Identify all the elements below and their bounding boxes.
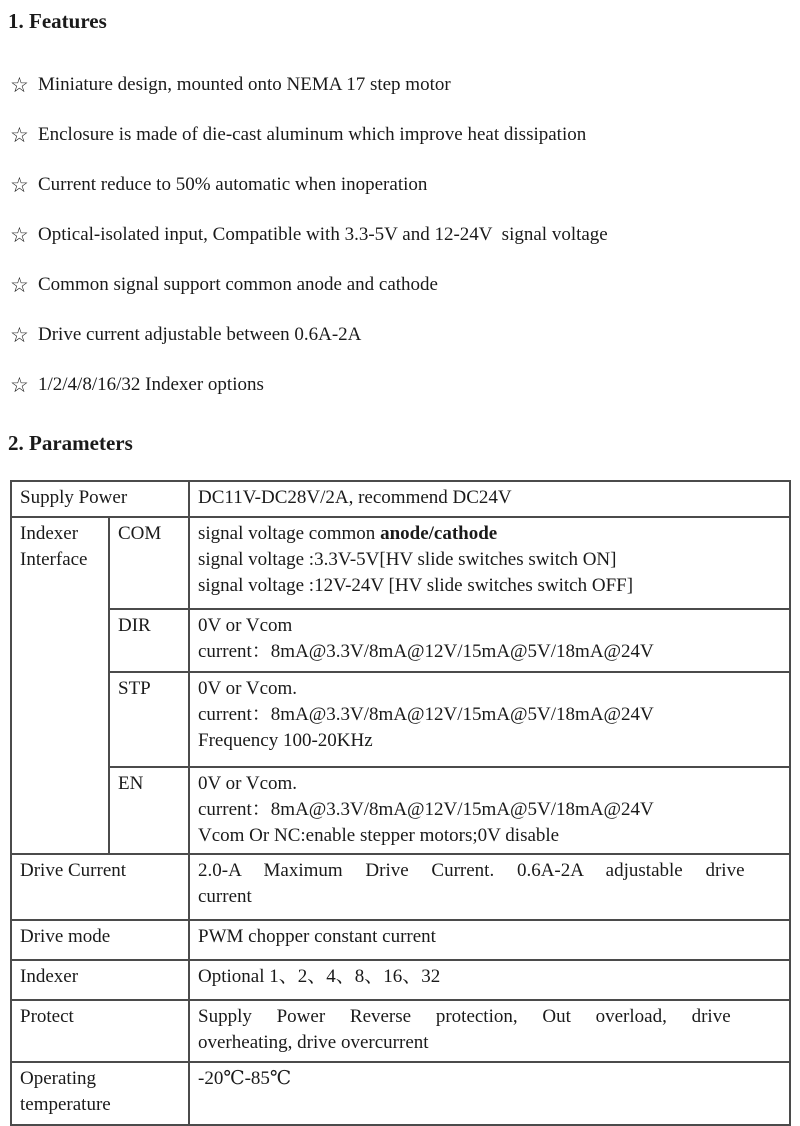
param-row-com bbox=[11, 517, 790, 609]
feature-item bbox=[10, 122, 792, 148]
feature-item bbox=[10, 72, 792, 98]
param-row-supply-power bbox=[11, 481, 790, 517]
feature-text: Miniature design, mounted onto NEMA 17 step motor bbox=[38, 74, 451, 95]
feature-text: Common signal support common anode and cathode bbox=[38, 274, 438, 295]
param-value-indexer: Optional 1、2、4、8、16、32 bbox=[189, 960, 790, 1000]
feature-item bbox=[10, 222, 792, 248]
param-label-supply-power: Supply Power bbox=[11, 481, 189, 517]
feature-item bbox=[10, 272, 792, 298]
param-row-protect bbox=[11, 1000, 790, 1062]
feature-text: Current reduce to 50% automatic when inoperation bbox=[38, 174, 428, 195]
param-value-stp bbox=[189, 672, 790, 767]
parameters-table bbox=[10, 480, 791, 1126]
param-row-drive-current bbox=[11, 854, 790, 920]
param-value-line: Vcom Or NC:enable stepper motors;0V disable bbox=[198, 825, 560, 846]
feature-text: Enclosure is made of die-cast aluminum which improve heat dissipation bbox=[38, 124, 587, 145]
param-value-line: current bbox=[198, 886, 252, 907]
param-value-drive-current bbox=[189, 854, 790, 920]
param-label-drive-mode: Drive mode bbox=[11, 920, 189, 960]
star-bullet-icon: ☆ bbox=[10, 223, 29, 247]
param-value-line: signal voltage :3.3V-5V[HV slide switches switch ON] bbox=[198, 549, 617, 570]
param-value-line: 2.0-A Maximum Drive Current. 0.6A-2A adjustable drive bbox=[198, 860, 745, 881]
parameters-heading: 2. Parameters bbox=[8, 431, 133, 455]
param-value-line: 0V or Vcom. bbox=[198, 678, 298, 699]
feature-text: Drive current adjustable between 0.6A-2A bbox=[38, 324, 362, 345]
param-value-en bbox=[189, 767, 790, 854]
param-value-com bbox=[189, 517, 790, 609]
param-label-indexer-interface: Indexer Interface bbox=[11, 517, 109, 854]
param-row-indexer bbox=[11, 960, 790, 1000]
param-value-line bbox=[198, 521, 781, 547]
param-row-drive-mode bbox=[11, 920, 790, 960]
feature-text: 1/2/4/8/16/32 Indexer options bbox=[38, 374, 264, 395]
feature-item bbox=[10, 322, 792, 348]
param-value-protect bbox=[189, 1000, 790, 1062]
param-value-line: signal voltage :12V-24V [HV slide switches switch OFF] bbox=[198, 575, 634, 596]
feature-text: Optical-isolated input, Compatible with 3.3-5V and 12-24V signal voltage bbox=[38, 224, 608, 245]
feature-item bbox=[10, 172, 792, 198]
param-row-stp bbox=[11, 672, 790, 767]
star-bullet-icon: ☆ bbox=[10, 323, 29, 347]
param-value-line: current：8mA@3.3V/8mA@12V/15mA@5V/18mA@24V bbox=[198, 799, 654, 820]
param-sublabel-com: COM bbox=[109, 517, 189, 609]
value-text: signal voltage common bbox=[198, 523, 381, 544]
param-value-line: 0V or Vcom bbox=[198, 615, 293, 636]
param-value-supply-power: DC11V-DC28V/2A, recommend DC24V bbox=[189, 481, 790, 517]
star-bullet-icon: ☆ bbox=[10, 123, 29, 147]
param-value-dir bbox=[189, 609, 790, 672]
param-value-line: current：8mA@3.3V/8mA@12V/15mA@5V/18mA@24V bbox=[198, 704, 654, 725]
param-row-en bbox=[11, 767, 790, 854]
star-bullet-icon: ☆ bbox=[10, 373, 29, 397]
param-row-operating-temperature bbox=[11, 1062, 790, 1125]
param-label-indexer: Indexer bbox=[11, 960, 189, 1000]
param-value-line: 0V or Vcom. bbox=[198, 773, 298, 794]
features-list bbox=[8, 72, 792, 398]
value-text-bold: anode/cathode bbox=[380, 523, 498, 544]
param-sublabel-stp: STP bbox=[109, 672, 189, 767]
param-value-line: Frequency 100-20KHz bbox=[198, 730, 373, 751]
param-label-operating-temperature: Operating temperature bbox=[11, 1062, 189, 1125]
param-value-line: Supply Power Reverse protection, Out overload, drive bbox=[198, 1006, 731, 1027]
param-label-protect: Protect bbox=[11, 1000, 189, 1062]
param-value-line: overheating, drive overcurrent bbox=[198, 1032, 429, 1053]
param-label-drive-current: Drive Current bbox=[11, 854, 189, 920]
param-value-operating-temperature: -20℃-85℃ bbox=[189, 1062, 790, 1125]
param-value-drive-mode: PWM chopper constant current bbox=[189, 920, 790, 960]
star-bullet-icon: ☆ bbox=[10, 173, 29, 197]
feature-item bbox=[10, 372, 792, 398]
star-bullet-icon: ☆ bbox=[10, 273, 29, 297]
param-sublabel-en: EN bbox=[109, 767, 189, 854]
param-row-dir bbox=[11, 609, 790, 672]
features-heading: 1. Features bbox=[8, 9, 107, 33]
param-value-line: current：8mA@3.3V/8mA@12V/15mA@5V/18mA@24V bbox=[198, 641, 654, 662]
param-sublabel-dir: DIR bbox=[109, 609, 189, 672]
star-bullet-icon: ☆ bbox=[10, 73, 29, 97]
